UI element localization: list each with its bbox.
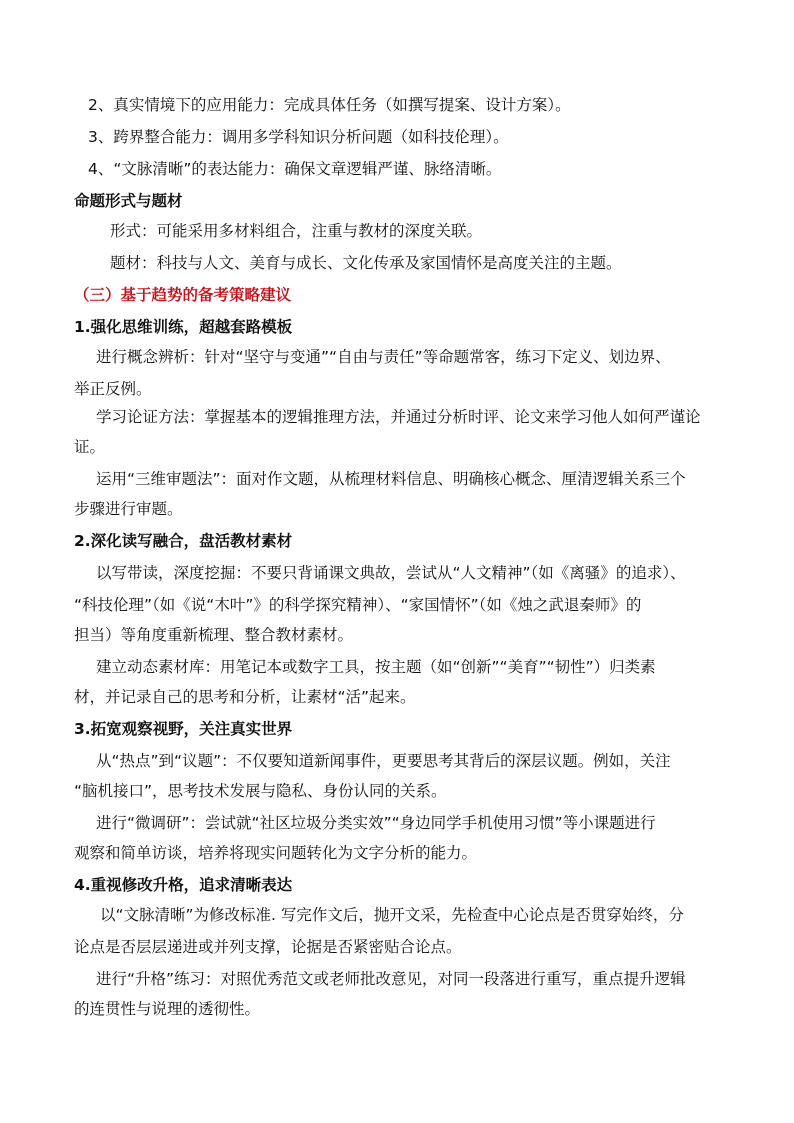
ability-item-2: 2、真实情境下的应用能力：完成具体任务（如撰写提案、设计方案）。 [88, 96, 571, 114]
section-2-paragraph-1-line-3: 担当）等角度重新梳理、整合教材素材。 [74, 626, 354, 644]
format-form-text: 形式：可能采用多材料组合，注重与教材的深度关联。 [110, 222, 483, 240]
strategy-heading: （三）基于趋势的备考策略建议 [74, 286, 292, 304]
ability-item-3: 3、跨界整合能力：调用多学科知识分析问题（如科技伦理）。 [88, 128, 509, 146]
section-4-paragraph-2-line-2: 的连贯性与说理的透彻性。 [74, 1000, 261, 1018]
section-2-heading: 2.深化读写融合，盘活教材素材 [74, 532, 293, 550]
format-heading: 命题形式与题材 [74, 192, 183, 210]
section-4-paragraph-1-line-2: 论点是否层层递进或并列支撑，论据是否紧密贴合论点。 [74, 938, 462, 956]
section-2-paragraph-1-line-1: 以写带读，深度挖掘：不要只背诵课文典故，尝试从“人文精神”（如《离骚》的追求）、 [96, 564, 686, 582]
section-3-paragraph-2-line-1: 进行“微调研”：尝试就“社区垃圾分类实效”“身边同学手机使用习惯”等小课题进行 [96, 814, 656, 832]
section-2-paragraph-1-line-2: “科技伦理”（如《说“木叶”》的科学探究精神）、“家国情怀”（如《烛之武退秦师》的 [74, 596, 642, 614]
section-3-paragraph-2-line-2: 观察和简单访谈，培养将现实问题转化为文字分析的能力。 [74, 844, 478, 862]
section-1-paragraph-2-line-1: 学习论证方法：掌握基本的逻辑推理方法，并通过分析时评、论文来学习他人如何严谨论 [96, 408, 701, 426]
section-1-paragraph-3-line-2: 步骤进行审题。 [74, 500, 183, 518]
ability-item-4: 4、“文脉清晰”的表达能力：确保文章逻辑严谨、脉络清晰。 [88, 160, 502, 178]
section-4-paragraph-1-line-1: 以“文脉清晰”为修改标准. 写完作文后，抛开文采，先检查中心论点是否贯穿始终，分 [100, 906, 684, 924]
section-3-paragraph-1-line-1: 从“热点”到“议题”：不仅要知道新闻事件，更要思考其背后的深层议题。例如，关注 [96, 752, 671, 770]
section-1-paragraph-1-line-2: 举正反例。 [74, 380, 152, 398]
section-2-paragraph-2-line-2: 材，并记录自己的思考和分析，让素材“活”起来。 [74, 688, 416, 706]
section-1-paragraph-2-line-2: 证。 [74, 438, 106, 456]
format-topics-text: 题材：科技与人文、美育与成长、文化传承及家国情怀是高度关注的主题。 [110, 254, 622, 272]
section-4-paragraph-2-line-1: 进行“升格”练习：对照优秀范文或老师批改意见，对同一段落进行重写，重点提升逻辑 [96, 970, 686, 988]
section-2-paragraph-2-line-1: 建立动态素材库：用笔记本或数字工具，按主题（如“创新”“美育”“韧性”）归类素 [96, 658, 656, 676]
section-3-paragraph-1-line-2: “脑机接口”，思考技术发展与隐私、身份认同的关系。 [74, 782, 447, 800]
section-1-paragraph-1-line-1: 进行概念辨析：针对“坚守与变通”“自由与责任”等命题常客，练习下定义、划边界、 [96, 348, 671, 366]
section-1-paragraph-3-line-1: 运用“三维审题法”：面对作文题，从梳理材料信息、明确核心概念、厘清逻辑关系三个 [96, 470, 686, 488]
section-3-heading: 3.拓宽观察视野，关注真实世界 [74, 720, 293, 738]
section-1-heading: 1.强化思维训练，超越套路模板 [74, 318, 293, 336]
section-4-heading: 4.重视修改升格，追求清晰表达 [74, 876, 293, 894]
